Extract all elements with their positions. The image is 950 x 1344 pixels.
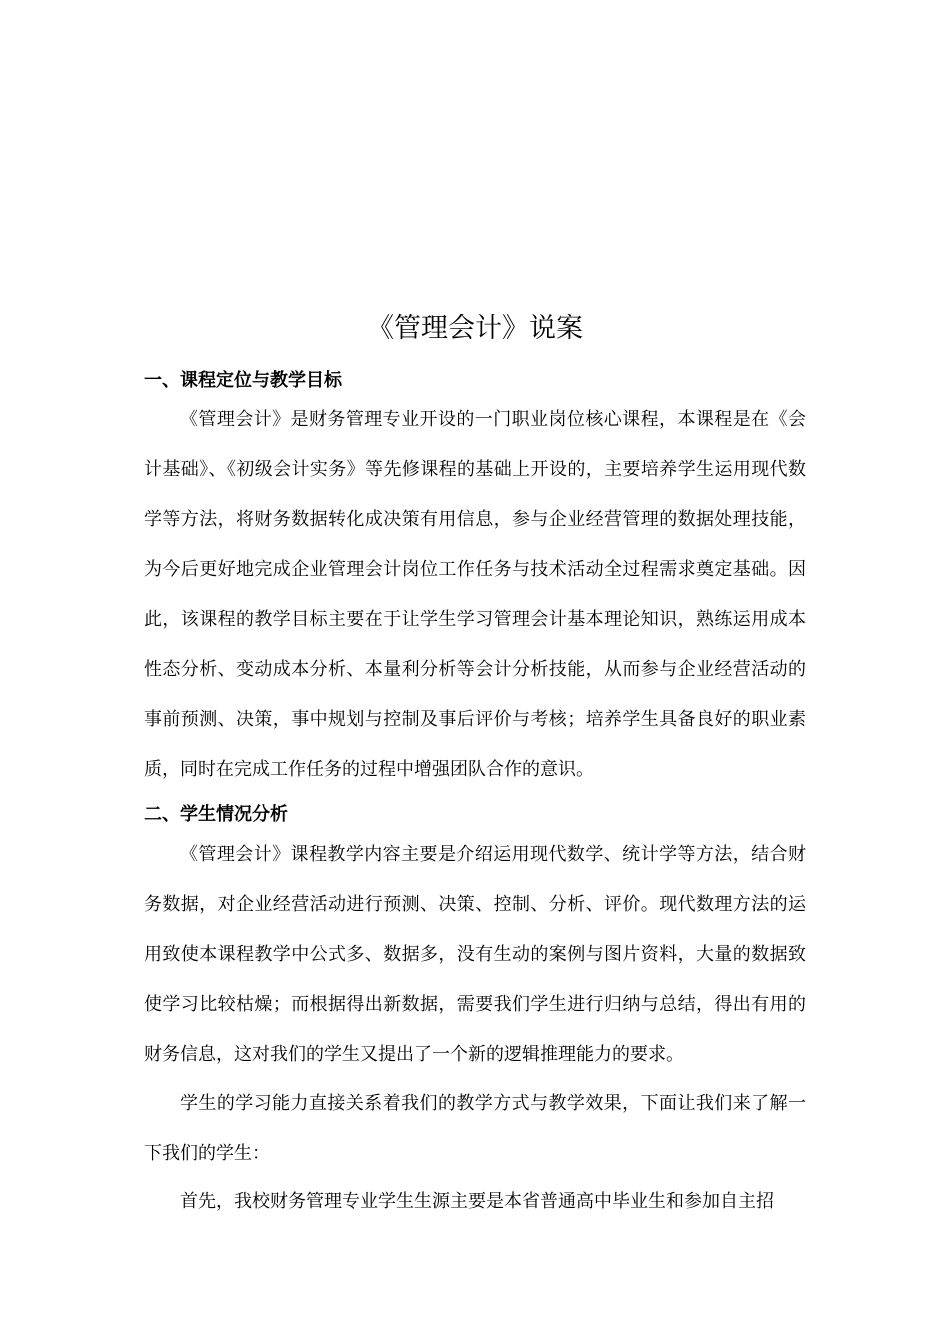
paragraph-course-content: 《管理会计》课程教学内容主要是介绍运用现代数学、统计学等方法，结合财务数据，对企业经营活动进行预测、决策、控制、分析、评价。现代数理方法的运用致使本课程教学中公式多、数据多，没有生动的案例与图片资料，大量的数据致使学习比较枯燥；而根据得出新数据，需要我们学生进行归纳与总结，得出有用的财务信息，这对我们的学生又提出了一个新的逻辑推理能力的要求。	[144, 844, 806, 1065]
paragraph-learning-ability: 学生的学习能力直接关系着我们的教学方式与教学效果，下面让我们来了解一下我们的学生：	[144, 1093, 806, 1164]
section-heading-student-analysis: 二、学生情况分析	[144, 804, 288, 825]
page-title: 《管理会计》说案	[367, 313, 583, 344]
paragraph-course-positioning: 《管理会计》是财务管理专业开设的一门职业岗位核心课程，本课程是在《会计基础》、《初级会计实务》等先修课程的基础上开设的，主要培养学生运用现代数学等方法，将财务数据转化成决策有用信息，参与企业经营管理的数据处理技能，为今后更好地完成企业管理会计岗位工作任务与技术活动全过程需求奠定基础。因此，该课程的教学目标主要在于让学生学习管理会计基本理论知识，熟练运用成本性态分析、变动成本分析、本量利分析等会计分析技能，从而参与企业经营活动的事前预测、决策，事中规划与控制及事后评价与考核；培养学生具备良好的职业素质，同时在完成工作任务的过程中增强团队合作的意识。	[144, 409, 806, 780]
paragraph-student-source: 首先，我校财务管理专业学生生源主要是本省普通高中毕业生和参加自主招	[180, 1191, 774, 1212]
section-heading-course-positioning: 一、课程定位与教学目标	[144, 370, 342, 391]
